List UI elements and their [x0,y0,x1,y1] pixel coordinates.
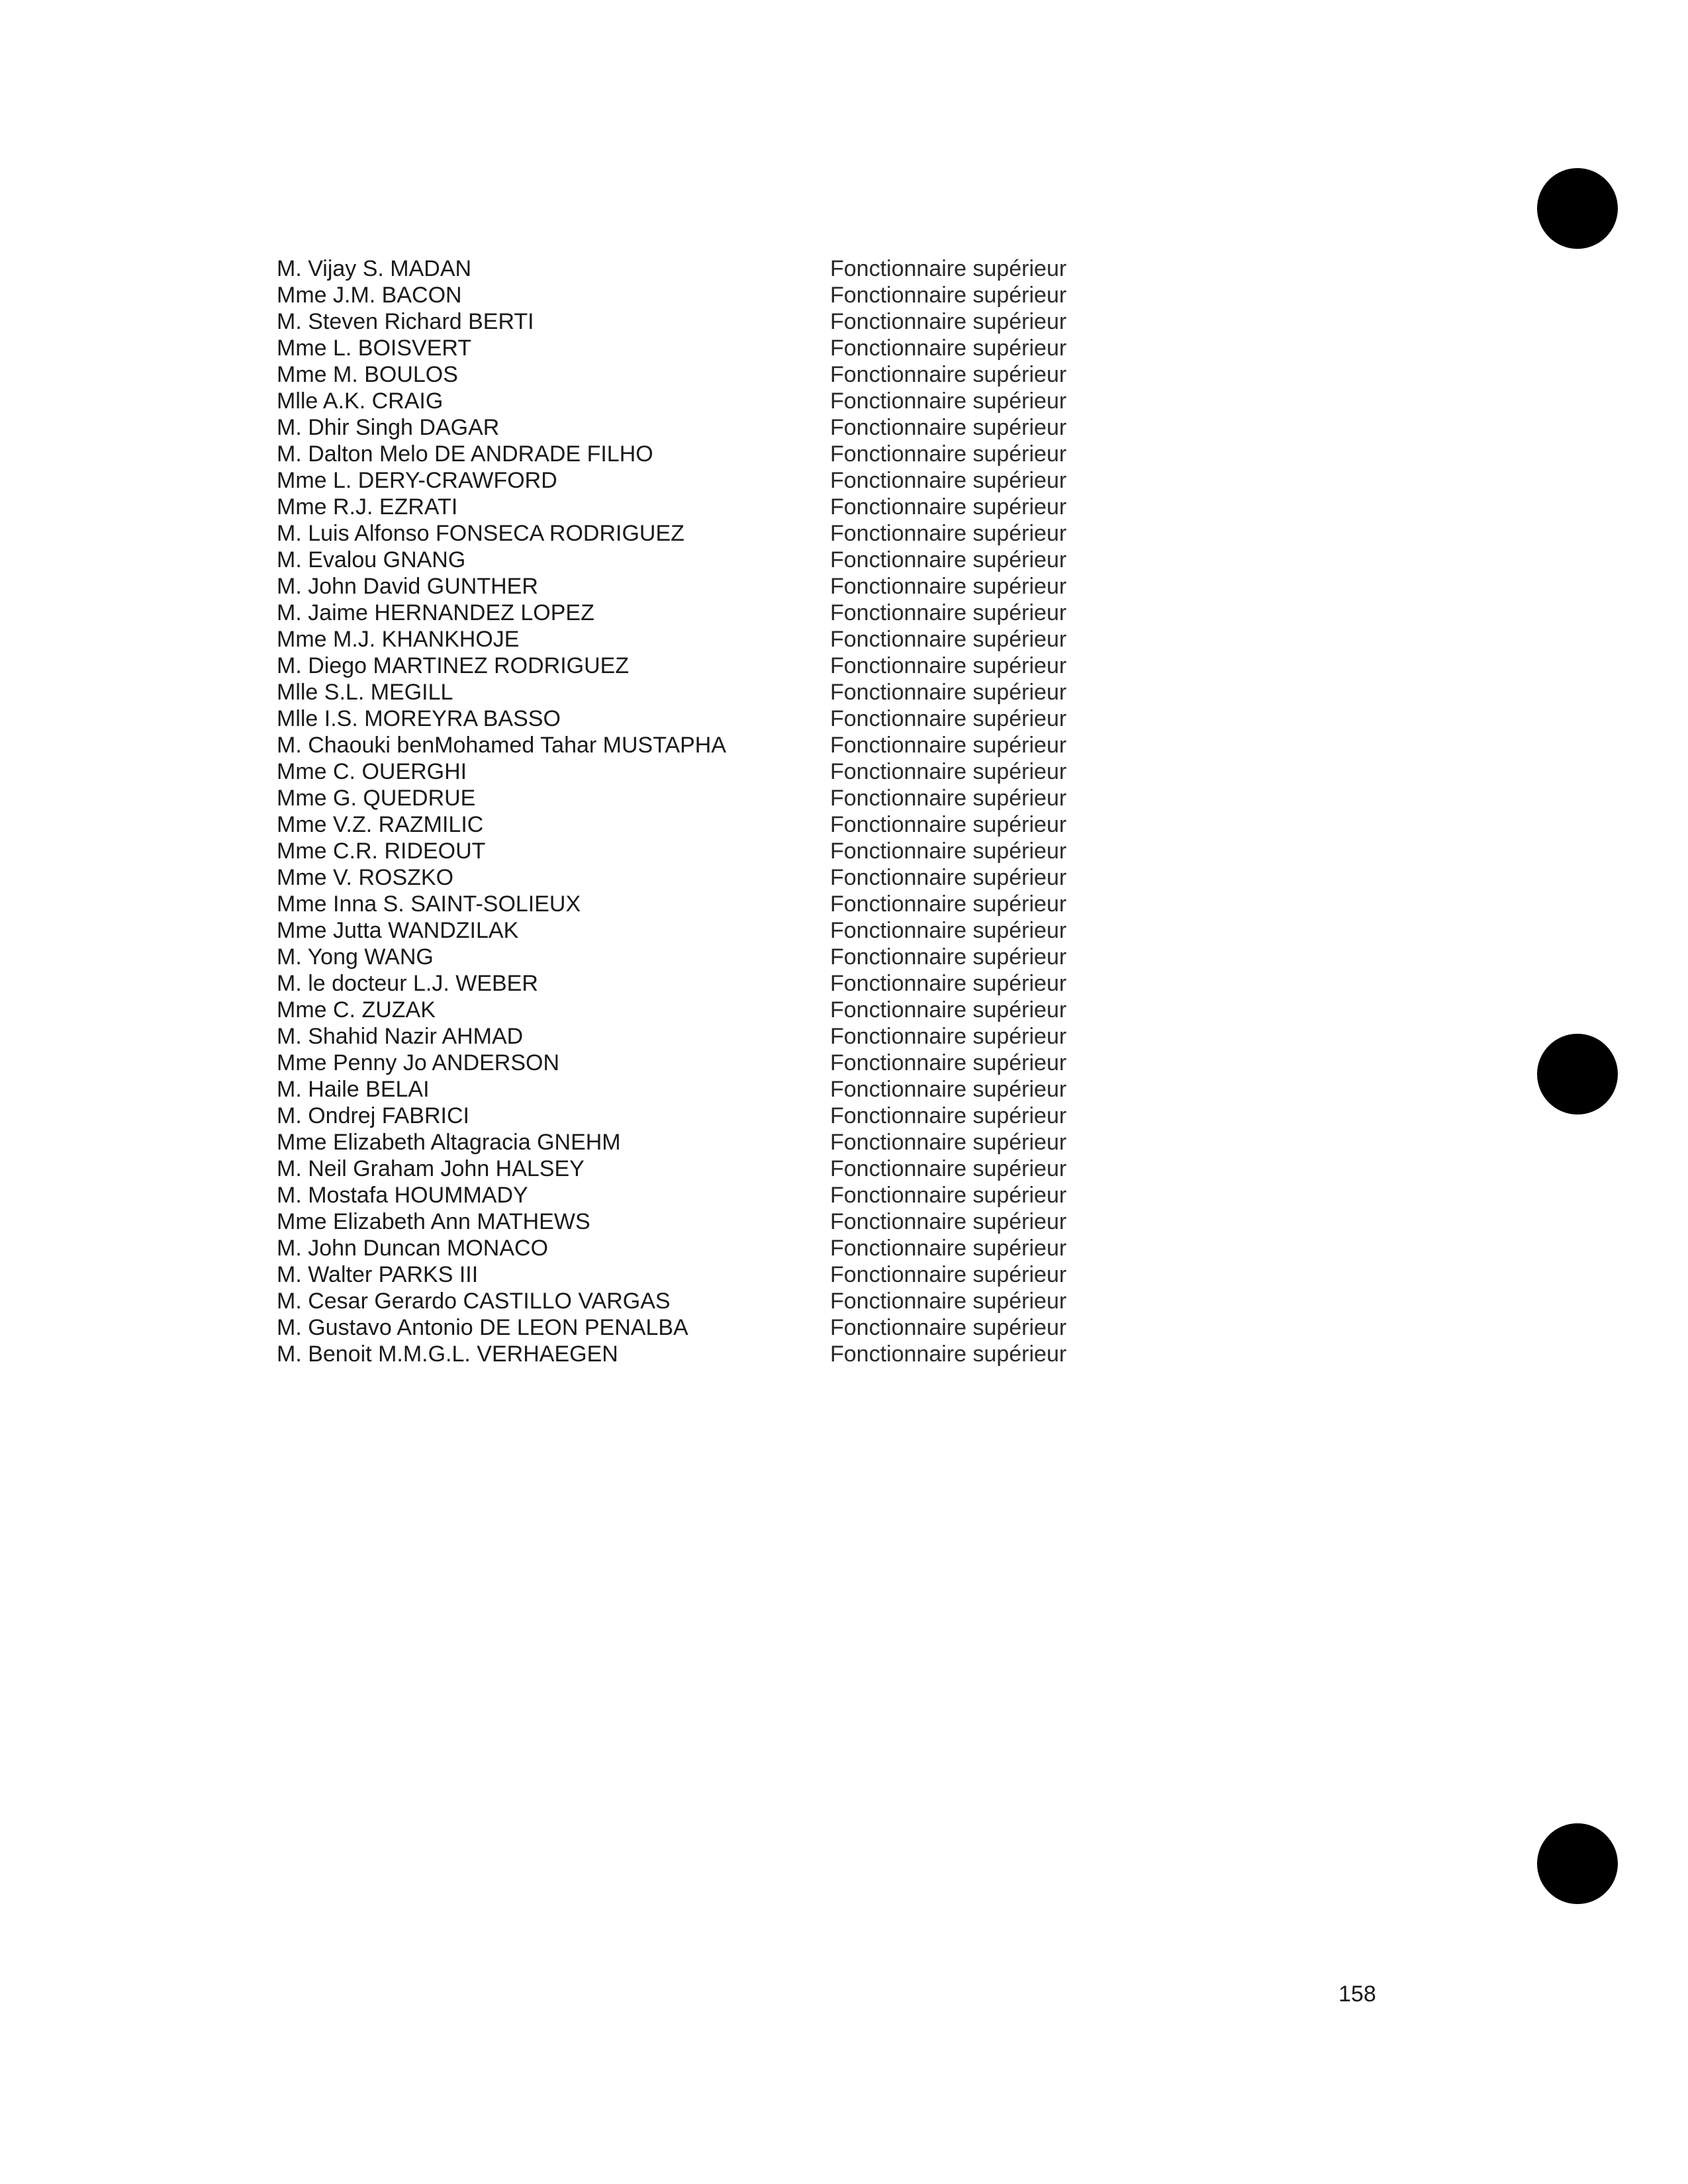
roster-row [277,1314,1137,1341]
roster-row [277,255,1137,282]
roster-row [277,1103,1137,1129]
person-name: M. Dhir Singh DAGAR [277,415,500,440]
person-name: M. Mostafa HOUMMADY [277,1183,528,1208]
person-name: Mme Inna S. SAINT-SOLIEUX [277,891,581,917]
person-name: Mme C.R. RIDEOUT [277,839,486,864]
person-name: Mme L. BOISVERT [277,336,472,361]
person-title: Fonctionnaire supérieur [830,1209,1067,1234]
person-title: Fonctionnaire supérieur [830,918,1067,943]
person-name: Mme Elizabeth Ann MATHEWS [277,1209,590,1234]
person-name: M. Vijay S. MADAN [277,256,472,281]
roster-row [277,1208,1137,1235]
roster-row [277,1076,1137,1103]
roster-row [277,917,1137,944]
person-title: Fonctionnaire supérieur [830,627,1067,652]
person-title: Fonctionnaire supérieur [830,283,1067,308]
roster-row [277,441,1137,467]
person-name: Mme Penny Jo ANDERSON [277,1050,560,1075]
person-name: Mme V. ROSZKO [277,865,454,890]
person-name: M. le docteur L.J. WEBER [277,971,538,996]
person-name: Mlle A.K. CRAIG [277,388,444,414]
person-title: Fonctionnaire supérieur [830,733,1067,758]
page-number: 158 [1338,1981,1376,2007]
person-title: Fonctionnaire supérieur [830,468,1067,493]
roster-row [277,1341,1137,1367]
roster-row [277,653,1137,679]
person-title: Fonctionnaire supérieur [830,1315,1067,1340]
roster-row [277,547,1137,573]
person-name: M. Gustavo Antonio DE LEON PENALBA [277,1315,688,1340]
roster-row [277,1235,1137,1261]
person-title: Fonctionnaire supérieur [830,706,1067,731]
roster-row [277,1050,1137,1076]
punch-hole-top [1537,168,1618,249]
roster-row [277,573,1137,600]
person-title: Fonctionnaire supérieur [830,786,1067,811]
person-name: M. Chaouki benMohamed Tahar MUSTAPHA [277,733,727,758]
person-name: M. Jaime HERNANDEZ LOPEZ [277,600,594,625]
person-title: Fonctionnaire supérieur [830,600,1067,625]
person-name: Mme L. DERY-CRAWFORD [277,468,557,493]
roster-row [277,944,1137,970]
roster-row [277,335,1137,361]
person-name: M. Luis Alfonso FONSECA RODRIGUEZ [277,521,684,546]
person-title: Fonctionnaire supérieur [830,1262,1067,1287]
roster-row [277,414,1137,441]
person-name: M. Ondrej FABRICI [277,1103,469,1128]
person-title: Fonctionnaire supérieur [830,865,1067,890]
person-name: M. Shahid Nazir AHMAD [277,1024,524,1049]
person-title: Fonctionnaire supérieur [830,521,1067,546]
roster-row [277,864,1137,891]
person-title: Fonctionnaire supérieur [830,388,1067,414]
person-title: Fonctionnaire supérieur [830,1077,1067,1102]
roster-row [277,732,1137,758]
person-name: Mme C. ZUZAK [277,997,436,1023]
person-name: M. Diego MARTINEZ RODRIGUEZ [277,653,630,678]
roster-row [277,282,1137,308]
person-title: Fonctionnaire supérieur [830,680,1067,705]
person-name: M. Neil Graham John HALSEY [277,1156,585,1181]
person-name: Mme Elizabeth Altagracia GNEHM [277,1130,621,1155]
person-name: M. Haile BELAI [277,1077,430,1102]
roster-row [277,838,1137,864]
person-title: Fonctionnaire supérieur [830,574,1067,599]
person-name: M. Cesar Gerardo CASTILLO VARGAS [277,1289,671,1314]
person-title: Fonctionnaire supérieur [830,441,1067,467]
person-name: Mme J.M. BACON [277,283,462,308]
person-name: M. Yong WANG [277,944,434,970]
roster-row [277,308,1137,335]
roster-row [277,361,1137,388]
person-title: Fonctionnaire supérieur [830,759,1067,784]
roster-row [277,891,1137,917]
person-title: Fonctionnaire supérieur [830,997,1067,1023]
person-name: Mme V.Z. RAZMILIC [277,812,484,837]
person-title: Fonctionnaire supérieur [830,1342,1067,1367]
person-name: M. Walter PARKS III [277,1262,479,1287]
person-name: Mme M.J. KHANKHOJE [277,627,520,652]
person-title: Fonctionnaire supérieur [830,362,1067,387]
person-name: M. Evalou GNANG [277,547,466,572]
person-title: Fonctionnaire supérieur [830,944,1067,970]
roster-row [277,705,1137,732]
person-title: Fonctionnaire supérieur [830,891,1067,917]
roster-row [277,1261,1137,1288]
person-title: Fonctionnaire supérieur [830,1183,1067,1208]
person-name: Mme M. BOULOS [277,362,458,387]
person-title: Fonctionnaire supérieur [830,653,1067,678]
roster-row [277,1023,1137,1050]
roster-row [277,1156,1137,1182]
person-name: M. John Duncan MONACO [277,1236,549,1261]
person-name: M. Benoit M.M.G.L. VERHAEGEN [277,1342,618,1367]
roster-row [277,679,1137,705]
roster-row [277,970,1137,997]
person-title: Fonctionnaire supérieur [830,1156,1067,1181]
person-name: M. John David GUNTHER [277,574,538,599]
person-title: Fonctionnaire supérieur [830,1236,1067,1261]
person-title: Fonctionnaire supérieur [830,839,1067,864]
roster-row [277,785,1137,811]
roster-row [277,1288,1137,1314]
roster-row [277,520,1137,547]
person-title: Fonctionnaire supérieur [830,812,1067,837]
person-title: Fonctionnaire supérieur [830,1103,1067,1128]
roster-row [277,467,1137,494]
person-title: Fonctionnaire supérieur [830,1050,1067,1075]
roster-row [277,626,1137,653]
roster-row [277,494,1137,520]
person-title: Fonctionnaire supérieur [830,1024,1067,1049]
person-title: Fonctionnaire supérieur [830,1289,1067,1314]
roster-row [277,997,1137,1023]
person-name: Mme C. OUERGHI [277,759,467,784]
roster-row [277,811,1137,838]
roster-row [277,1129,1137,1156]
roster-row [277,600,1137,626]
person-title: Fonctionnaire supérieur [830,971,1067,996]
roster-row [277,758,1137,785]
punch-hole-middle [1537,1034,1618,1115]
person-name: Mme G. QUEDRUE [277,786,476,811]
person-name: Mme R.J. EZRATI [277,494,458,520]
person-title: Fonctionnaire supérieur [830,415,1067,440]
person-title: Fonctionnaire supérieur [830,494,1067,520]
roster-row [277,1182,1137,1208]
person-title: Fonctionnaire supérieur [830,309,1067,334]
punch-hole-bottom [1537,1823,1618,1904]
person-title: Fonctionnaire supérieur [830,336,1067,361]
person-name: Mlle I.S. MOREYRA BASSO [277,706,561,731]
person-name: Mme Jutta WANDZILAK [277,918,519,943]
person-title: Fonctionnaire supérieur [830,1130,1067,1155]
person-title: Fonctionnaire supérieur [830,256,1067,281]
person-title: Fonctionnaire supérieur [830,547,1067,572]
person-name: M. Dalton Melo DE ANDRADE FILHO [277,441,653,467]
staff-roster [277,255,1137,1367]
person-name: Mlle S.L. MEGILL [277,680,453,705]
roster-row [277,388,1137,414]
person-name: M. Steven Richard BERTI [277,309,534,334]
